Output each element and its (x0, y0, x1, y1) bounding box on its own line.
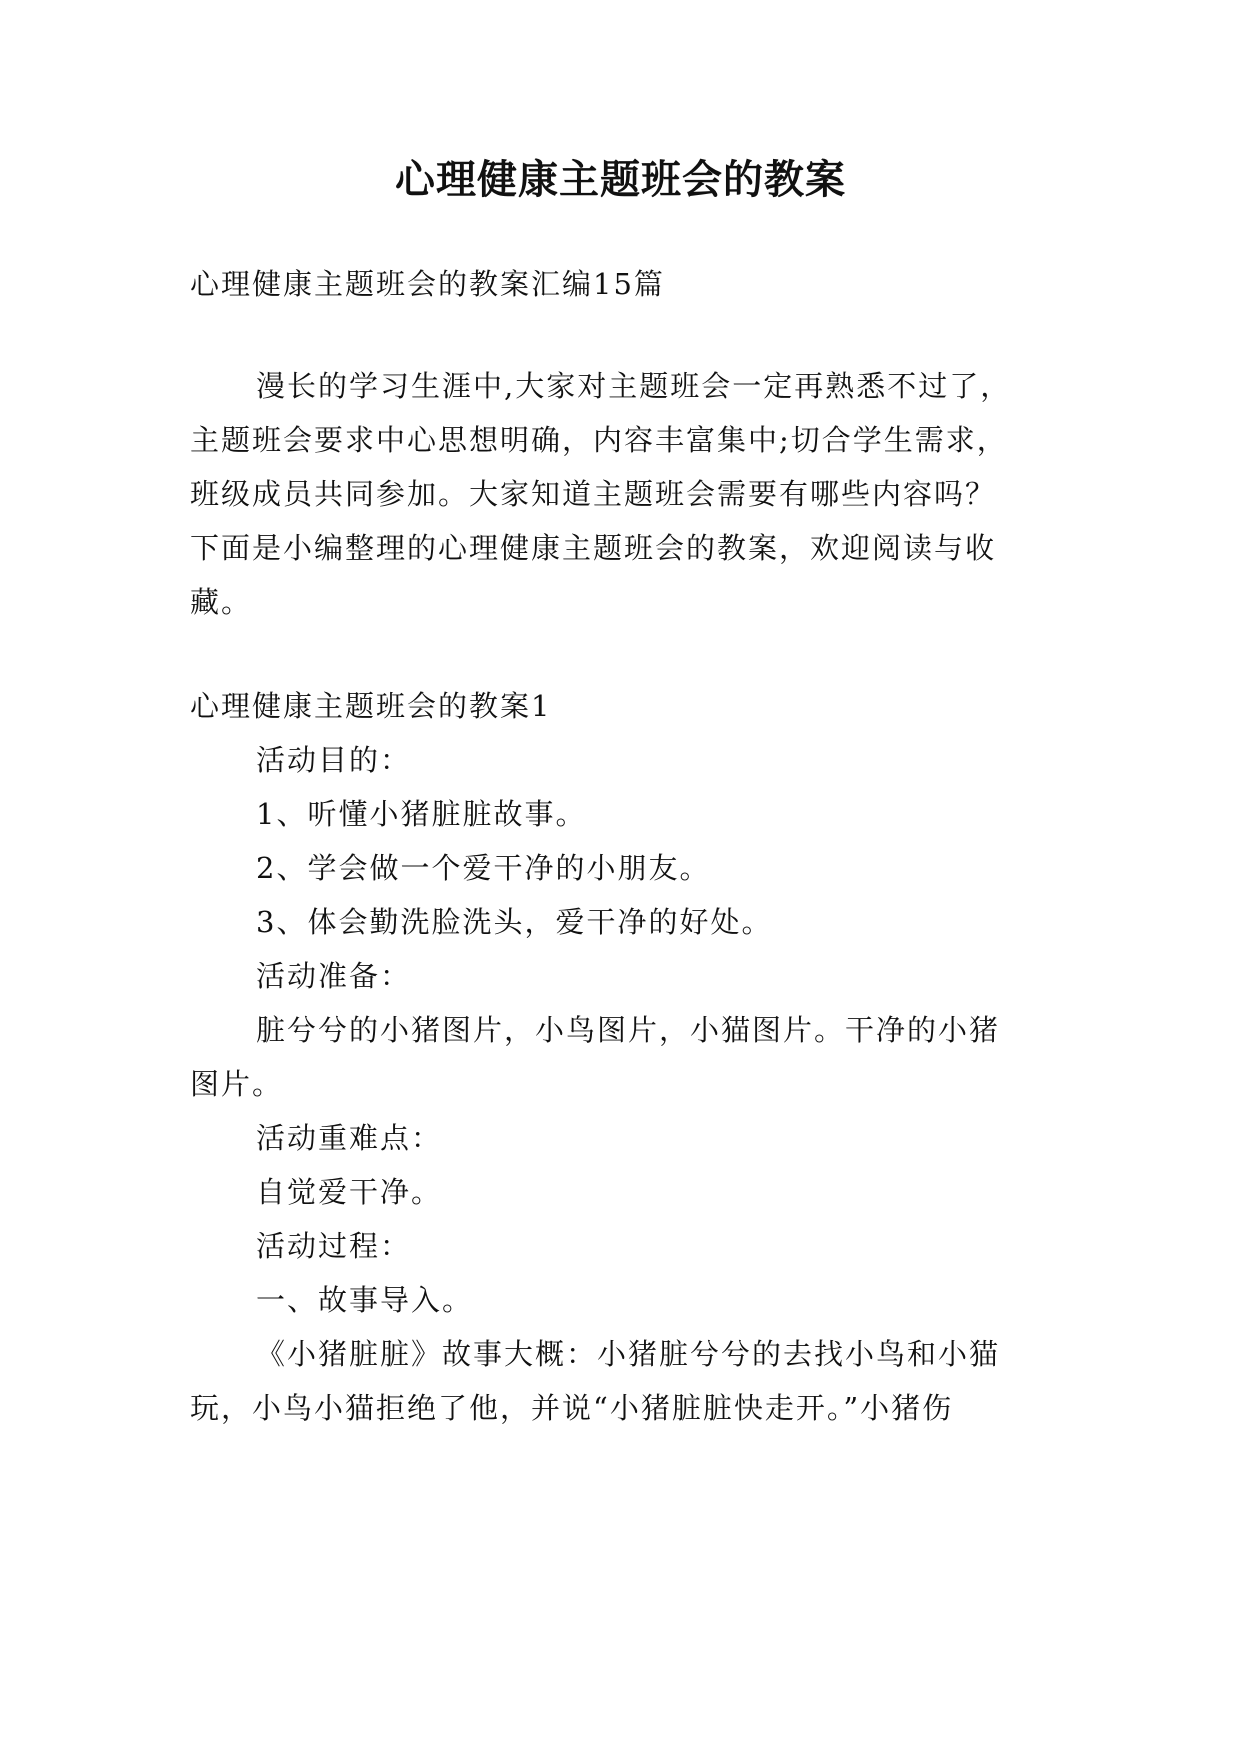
body-line: 活动重难点： (256, 1121, 443, 1155)
body-line: 1、听懂小猪脏脏故事。 (256, 797, 587, 831)
document-subtitle: 心理健康主题班会的教案汇编15篇 (190, 267, 665, 301)
body-line: 2、学会做一个爱干净的小朋友。 (256, 851, 711, 885)
intro-line-1: 漫长的学习生涯中,大家对主题班会一定再熟悉不过了， (256, 369, 1012, 403)
body-line: 《小猪脏脏》故事大概：小猪脏兮兮的去找小鸟和小猫 (256, 1337, 1001, 1371)
body-line: 脏兮兮的小猪图片，小鸟图片，小猫图片。干净的小猪 (256, 1013, 1001, 1047)
intro-line-4: 下面是小编整理的心理健康主题班会的教案，欢迎阅读与收 (190, 531, 997, 565)
body-line: 自觉爱干净。 (256, 1175, 443, 1209)
body-line: 活动目的： (256, 743, 412, 777)
body-line: 玩，小鸟小猫拒绝了他，并说“小猪脏脏快走开。”小猪伤 (190, 1391, 954, 1425)
intro-line-2: 主题班会要求中心思想明确，内容丰富集中;切合学生需求， (190, 423, 1008, 457)
intro-line-3: 班级成员共同参加。大家知道主题班会需要有哪些内容吗？ (190, 477, 997, 511)
document-title: 心理健康主题班会的教案 (395, 156, 846, 203)
intro-line-5: 藏。 (190, 585, 253, 619)
body-line: 3、体会勤洗脸洗头，爱干净的好处。 (256, 905, 773, 939)
section-heading: 心理健康主题班会的教案1 (190, 689, 552, 723)
body-line: 活动准备： (256, 959, 412, 993)
body-line: 一、故事导入。 (256, 1283, 474, 1317)
body-line: 图片。 (190, 1067, 284, 1101)
body-line: 活动过程： (256, 1229, 412, 1263)
